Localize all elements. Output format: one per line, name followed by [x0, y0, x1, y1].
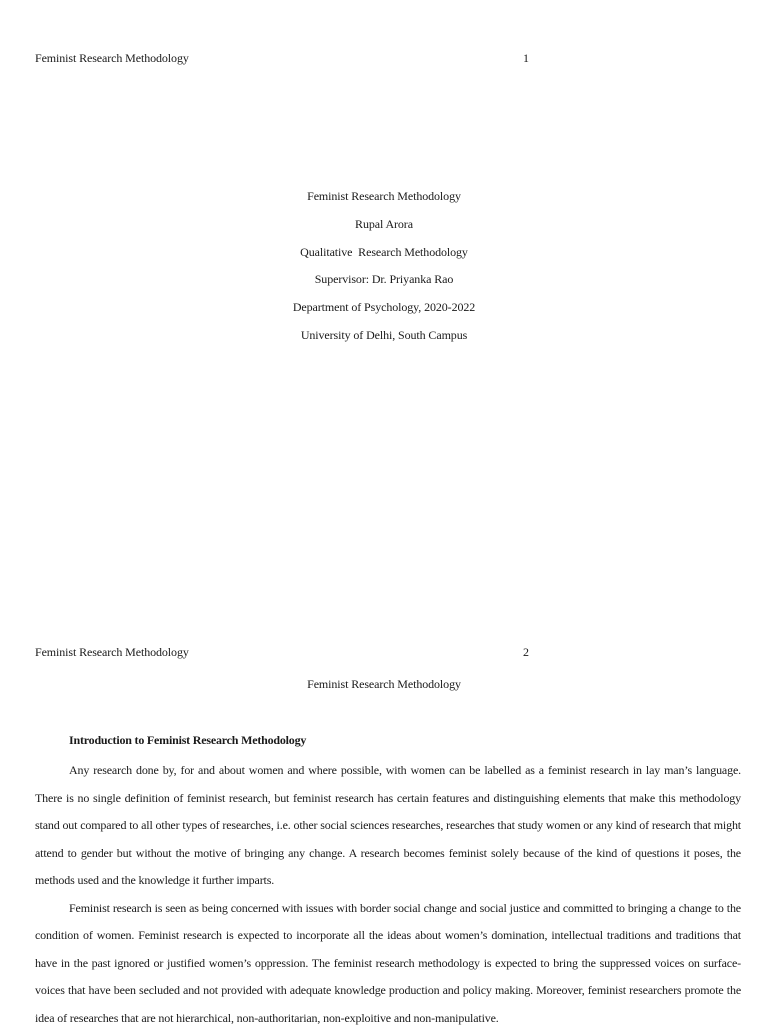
- paragraph: Any research done by, for and about women and where possible, with women can be labelled as a feminist research in lay man’s language. There is no single definition of feminist research, but feminist research has certain features and distinguishing elements that make this methodology stand out compared to all other types of researches, i.e. other social sciences researches, researches that study women or any kind of research that might attend to gender but without the motive of bringing any change. A research becomes feminist solely because of the kind of questions it poses, the methods used and the knowledge it further imparts.: [35, 757, 741, 895]
- running-head: Feminist Research Methodology: [35, 645, 189, 660]
- page-number: 1: [520, 51, 532, 66]
- supervisor-name: Supervisor: Dr. Priyanka Rao: [0, 270, 768, 298]
- author-name: Rupal Arora: [0, 215, 768, 243]
- document-page-2: [0, 620, 768, 1024]
- page-number: 2: [520, 645, 532, 660]
- department-name: Department of Psychology, 2020-2022: [0, 298, 768, 326]
- body-text: [35, 757, 741, 1032]
- paragraph: Feminist research is seen as being concerned with issues with border social change and social justice and committed to bringing a change to the condition of women. Feminist research is expected to incorporate all the ideas about women’s domination, intellectual traditions and traditions that have in the past ignored or justified women’s oppression. The feminist research methodology is expected to bring the suppressed voices on surface- voices that have been secluded and not provided with adequate knowledge production and policy making. Moreover, feminist researchers promote the idea of researches that are not hierarchical, non-authoritarian, non-exploitive and non-manipulative.: [35, 895, 741, 1032]
- document-title: Feminist Research Methodology: [0, 677, 768, 692]
- section-heading: Introduction to Feminist Research Methodology: [69, 733, 306, 748]
- title-block: [0, 187, 768, 354]
- course-name: Qualitative Research Methodology: [0, 243, 768, 271]
- paper-title: Feminist Research Methodology: [0, 187, 768, 215]
- university-name: University of Delhi, South Campus: [0, 326, 768, 354]
- running-head: Feminist Research Methodology: [35, 51, 189, 66]
